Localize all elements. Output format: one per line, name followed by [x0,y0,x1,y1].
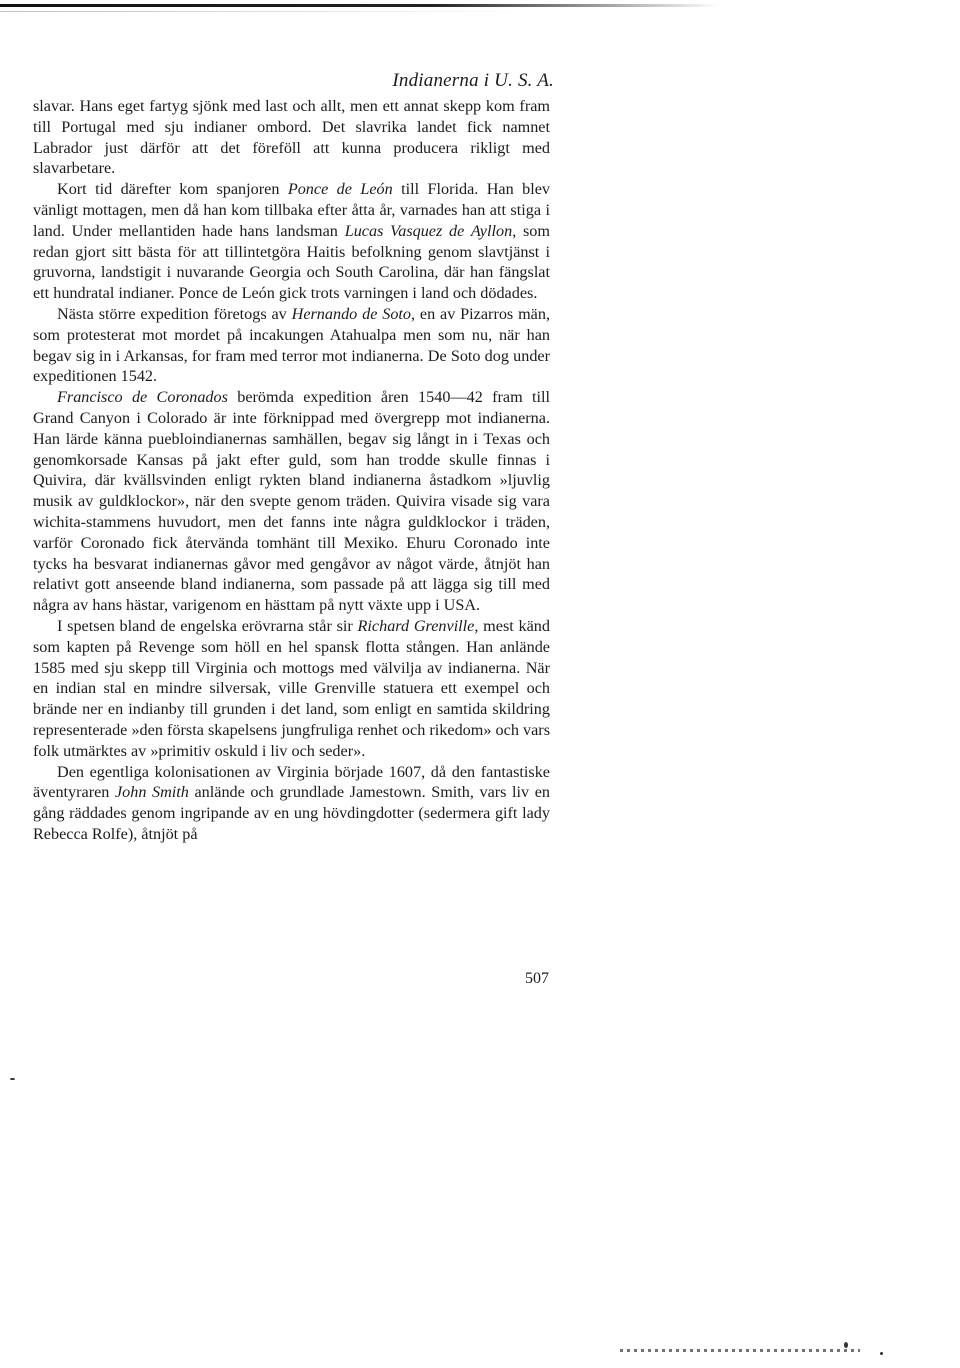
scan-speck [844,1342,848,1348]
text-run: , som redan gjort sitt bästa för att tillintetgöra Haitis befolkning genom slavtjänst i gruvorna, landstigit i nuvarande Georgia och South Carolina, där han fängslat ett hundratal indianer. Ponce de León gick trots varningen i land och dödades. [33,221,550,303]
italic-name: John Smith [114,783,189,802]
text-run: anlände och grundlade Jamestown. Smith, vars liv en gång räddades genom ingripande av en ung hövdingdotter (sedermera gift lady Rebecca Rolfe), åtnjöt på [33,783,550,843]
paragraph [33,96,550,179]
paragraph [33,762,550,845]
paragraph [33,179,550,304]
scan-top-edge-shadow [0,11,540,12]
scan-speck [10,1078,15,1080]
italic-name: Lucas Vasquez de Ayllon [344,221,513,240]
text-run: till Florida. Han blev vänligt mottagen, men då han kom tillbaka efter åtta år, varnades han att stiga i land. Under mellantiden hade hans landsman [33,180,550,240]
text-run: berömda expedition åren 1540—42 fram till Grand Canyon i Colorado är inte förknippad med övergrepp mot indianerna. Han lärde känna puebloindianernas samhällen, begav sig långt in i Texas och genomkorsade Kansas på jakt efter guld, som han trodde skulle finnas i Quivira, där kvällsvinden enligt rykten bland indianerna åstadkom »ljuvlig musik av guldklockor», när den svepte genom träden. Quivira visade sig vara wichita-stammens huvudort, men det fanns inte några guldklockor i träden, varför Coronado fick återvända tomhänt till Mexiko. Ehuru Coronado inte tycks ha besvarat indianernas gåvor med gengåvor av något värde, åtnjöt han relativt gott anseende bland indianerna, som passade på att lägga sig till med några av hans hästar, varigenom en hästtam på nytt växte upp i USA. [33,388,550,615]
body-text [33,96,550,845]
page-number: 507 [525,970,549,987]
italic-name: Ponce de León [287,180,393,199]
scan-speck [880,1352,883,1355]
scan-top-edge-rule [0,4,720,7]
paragraph [33,304,550,387]
text-run: slavar. Hans eget fartyg sjönk med last och allt, men ett annat skepp kom fram till Portugal med sju indianer ombord. Det slavrika landet fick namnet Labrador just därför att det föreföll att kunna producera rikligt med slavarbetare. [33,97,550,178]
italic-name: Hernando de Soto [291,304,412,323]
text-run: Nästa större expedition företogs av [57,304,292,323]
text-run: , en av Pizarros män, som protesterat mot mordet på incakungen Atahualpa men som nu, när han begav sig in i Arkansas, for fram med terror mot indianerna. De Soto dog under expeditionen 1542. [33,304,550,386]
italic-name: Richard Grenville [357,616,475,635]
scan-bottom-noise [620,1349,860,1352]
paragraph [33,616,550,762]
text-run: Den egentliga kolonisationen av Virginia började 1607, då den fantastiske äventyraren [33,762,550,802]
text-run: , mest känd som kapten på Revenge som höll en hel spansk flotta stången. Han anlände 1585 med sju skepp till Virginia och mottogs med välvilja av indianerna. När en indian stal en mindre silversak, ville Grenville statuera ett exempel och brände ner en indianby till grunden i det land, som enligt en samtida skildring representerade »den första skapelsens jungfruliga renhet och rikedom» och vars folk utmärktes av »primitiv oskuld i liv och seder». [33,616,550,760]
italic-name: Francisco de Coronados [57,388,228,407]
text-run: I spetsen bland de engelska erövrarna står sir [57,616,358,635]
text-run: Kort tid därefter kom spanjoren [57,180,288,199]
paragraph [33,387,550,616]
running-head: Indianerna i U. S. A. [392,70,554,91]
